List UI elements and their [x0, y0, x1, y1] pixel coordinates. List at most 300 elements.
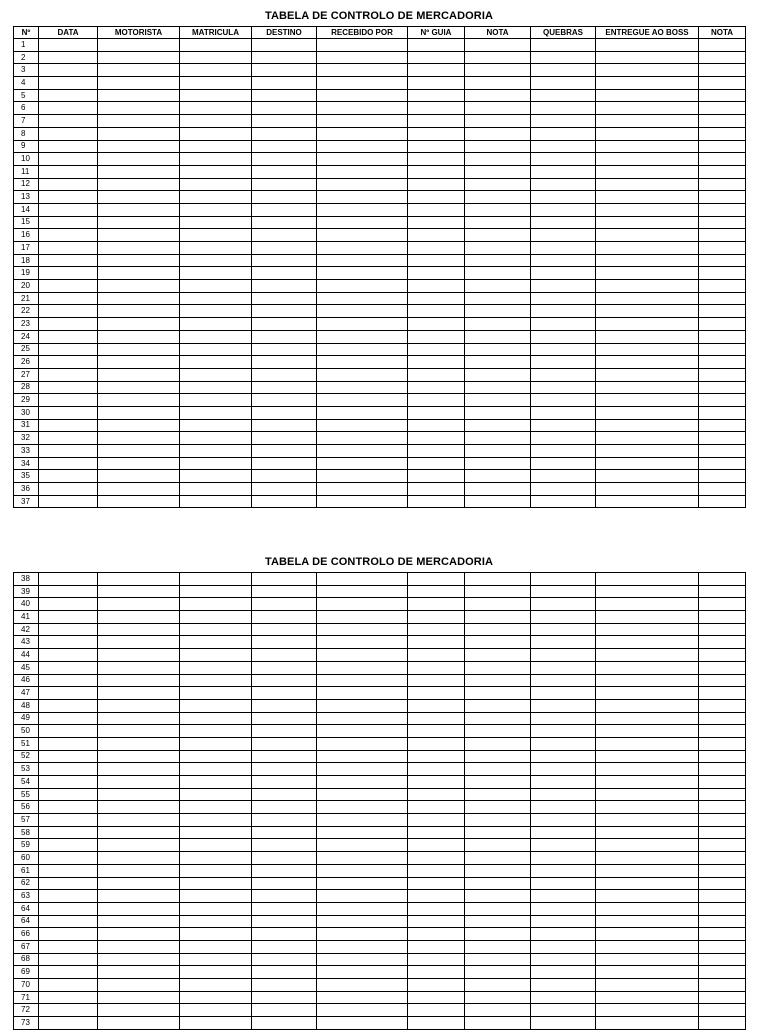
empty-entry-cell[interactable]	[39, 318, 98, 331]
empty-entry-cell[interactable]	[317, 915, 408, 928]
empty-entry-cell[interactable]	[180, 267, 252, 280]
empty-entry-cell[interactable]	[98, 292, 180, 305]
empty-entry-cell[interactable]	[408, 940, 465, 953]
empty-entry-cell[interactable]	[531, 928, 596, 941]
empty-entry-cell[interactable]	[596, 140, 699, 153]
empty-entry-cell[interactable]	[699, 470, 746, 483]
empty-entry-cell[interactable]	[39, 928, 98, 941]
empty-entry-cell[interactable]	[39, 712, 98, 725]
empty-entry-cell[interactable]	[596, 852, 699, 865]
empty-entry-cell[interactable]	[39, 991, 98, 1004]
empty-entry-cell[interactable]	[699, 814, 746, 827]
empty-entry-cell[interactable]	[596, 776, 699, 789]
empty-entry-cell[interactable]	[699, 406, 746, 419]
empty-entry-cell[interactable]	[39, 254, 98, 267]
empty-entry-cell[interactable]	[465, 495, 531, 508]
empty-entry-cell[interactable]	[596, 216, 699, 229]
empty-entry-cell[interactable]	[531, 343, 596, 356]
empty-entry-cell[interactable]	[317, 966, 408, 979]
empty-entry-cell[interactable]	[531, 940, 596, 953]
empty-entry-cell[interactable]	[596, 77, 699, 90]
empty-entry-cell[interactable]	[317, 381, 408, 394]
empty-entry-cell[interactable]	[596, 801, 699, 814]
empty-entry-cell[interactable]	[465, 953, 531, 966]
empty-entry-cell[interactable]	[699, 115, 746, 128]
empty-entry-cell[interactable]	[180, 890, 252, 903]
empty-entry-cell[interactable]	[252, 991, 317, 1004]
empty-entry-cell[interactable]	[699, 445, 746, 458]
empty-entry-cell[interactable]	[531, 406, 596, 419]
empty-entry-cell[interactable]	[465, 280, 531, 293]
empty-entry-cell[interactable]	[252, 394, 317, 407]
empty-entry-cell[interactable]	[596, 381, 699, 394]
empty-entry-cell[interactable]	[465, 699, 531, 712]
empty-entry-cell[interactable]	[531, 788, 596, 801]
empty-entry-cell[interactable]	[317, 457, 408, 470]
empty-entry-cell[interactable]	[531, 1004, 596, 1017]
empty-entry-cell[interactable]	[317, 178, 408, 191]
empty-entry-cell[interactable]	[98, 330, 180, 343]
empty-entry-cell[interactable]	[252, 305, 317, 318]
empty-entry-cell[interactable]	[39, 902, 98, 915]
empty-entry-cell[interactable]	[180, 483, 252, 496]
empty-entry-cell[interactable]	[531, 915, 596, 928]
empty-entry-cell[interactable]	[98, 356, 180, 369]
empty-entry-cell[interactable]	[465, 343, 531, 356]
empty-entry-cell[interactable]	[252, 280, 317, 293]
empty-entry-cell[interactable]	[39, 343, 98, 356]
empty-entry-cell[interactable]	[596, 864, 699, 877]
empty-entry-cell[interactable]	[465, 153, 531, 166]
empty-entry-cell[interactable]	[408, 102, 465, 115]
empty-entry-cell[interactable]	[39, 495, 98, 508]
empty-entry-cell[interactable]	[252, 165, 317, 178]
empty-entry-cell[interactable]	[531, 902, 596, 915]
empty-entry-cell[interactable]	[465, 318, 531, 331]
empty-entry-cell[interactable]	[180, 305, 252, 318]
empty-entry-cell[interactable]	[98, 165, 180, 178]
empty-entry-cell[interactable]	[252, 445, 317, 458]
empty-entry-cell[interactable]	[252, 573, 317, 586]
empty-entry-cell[interactable]	[98, 699, 180, 712]
empty-entry-cell[interactable]	[408, 267, 465, 280]
empty-entry-cell[interactable]	[98, 979, 180, 992]
empty-entry-cell[interactable]	[39, 585, 98, 598]
empty-entry-cell[interactable]	[465, 77, 531, 90]
empty-entry-cell[interactable]	[317, 483, 408, 496]
empty-entry-cell[interactable]	[596, 1004, 699, 1017]
empty-entry-cell[interactable]	[180, 826, 252, 839]
empty-entry-cell[interactable]	[317, 839, 408, 852]
empty-entry-cell[interactable]	[317, 356, 408, 369]
empty-entry-cell[interactable]	[408, 661, 465, 674]
empty-entry-cell[interactable]	[98, 953, 180, 966]
empty-entry-cell[interactable]	[317, 814, 408, 827]
empty-entry-cell[interactable]	[531, 419, 596, 432]
empty-entry-cell[interactable]	[317, 1017, 408, 1030]
empty-entry-cell[interactable]	[465, 940, 531, 953]
empty-entry-cell[interactable]	[98, 267, 180, 280]
empty-entry-cell[interactable]	[98, 381, 180, 394]
empty-entry-cell[interactable]	[465, 585, 531, 598]
empty-entry-cell[interactable]	[596, 267, 699, 280]
empty-entry-cell[interactable]	[180, 712, 252, 725]
empty-entry-cell[interactable]	[699, 432, 746, 445]
empty-entry-cell[interactable]	[98, 776, 180, 789]
empty-entry-cell[interactable]	[465, 254, 531, 267]
empty-entry-cell[interactable]	[180, 216, 252, 229]
empty-entry-cell[interactable]	[531, 368, 596, 381]
empty-entry-cell[interactable]	[408, 203, 465, 216]
empty-entry-cell[interactable]	[465, 966, 531, 979]
empty-entry-cell[interactable]	[408, 928, 465, 941]
empty-entry-cell[interactable]	[408, 483, 465, 496]
empty-entry-cell[interactable]	[98, 89, 180, 102]
empty-entry-cell[interactable]	[408, 153, 465, 166]
empty-entry-cell[interactable]	[408, 966, 465, 979]
empty-entry-cell[interactable]	[408, 64, 465, 77]
empty-entry-cell[interactable]	[699, 39, 746, 52]
empty-entry-cell[interactable]	[252, 649, 317, 662]
empty-entry-cell[interactable]	[252, 674, 317, 687]
empty-entry-cell[interactable]	[98, 674, 180, 687]
empty-entry-cell[interactable]	[408, 1017, 465, 1030]
empty-entry-cell[interactable]	[531, 127, 596, 140]
empty-entry-cell[interactable]	[465, 864, 531, 877]
empty-entry-cell[interactable]	[98, 915, 180, 928]
empty-entry-cell[interactable]	[408, 737, 465, 750]
empty-entry-cell[interactable]	[180, 254, 252, 267]
empty-entry-cell[interactable]	[317, 750, 408, 763]
empty-entry-cell[interactable]	[408, 801, 465, 814]
empty-entry-cell[interactable]	[699, 254, 746, 267]
empty-entry-cell[interactable]	[465, 674, 531, 687]
empty-entry-cell[interactable]	[465, 470, 531, 483]
empty-entry-cell[interactable]	[252, 89, 317, 102]
empty-entry-cell[interactable]	[252, 598, 317, 611]
empty-entry-cell[interactable]	[531, 725, 596, 738]
empty-entry-cell[interactable]	[699, 368, 746, 381]
empty-entry-cell[interactable]	[252, 292, 317, 305]
empty-entry-cell[interactable]	[180, 737, 252, 750]
empty-entry-cell[interactable]	[180, 928, 252, 941]
empty-entry-cell[interactable]	[699, 877, 746, 890]
empty-entry-cell[interactable]	[180, 356, 252, 369]
empty-entry-cell[interactable]	[317, 890, 408, 903]
empty-entry-cell[interactable]	[596, 788, 699, 801]
empty-entry-cell[interactable]	[465, 165, 531, 178]
empty-entry-cell[interactable]	[180, 776, 252, 789]
empty-entry-cell[interactable]	[408, 51, 465, 64]
empty-entry-cell[interactable]	[531, 864, 596, 877]
empty-entry-cell[interactable]	[408, 318, 465, 331]
empty-entry-cell[interactable]	[180, 763, 252, 776]
empty-entry-cell[interactable]	[596, 661, 699, 674]
empty-entry-cell[interactable]	[596, 406, 699, 419]
empty-entry-cell[interactable]	[252, 140, 317, 153]
empty-entry-cell[interactable]	[596, 966, 699, 979]
empty-entry-cell[interactable]	[252, 788, 317, 801]
empty-entry-cell[interactable]	[180, 674, 252, 687]
empty-entry-cell[interactable]	[699, 242, 746, 255]
empty-entry-cell[interactable]	[699, 725, 746, 738]
empty-entry-cell[interactable]	[699, 864, 746, 877]
empty-entry-cell[interactable]	[317, 649, 408, 662]
empty-entry-cell[interactable]	[699, 763, 746, 776]
empty-entry-cell[interactable]	[39, 432, 98, 445]
empty-entry-cell[interactable]	[98, 991, 180, 1004]
empty-entry-cell[interactable]	[317, 940, 408, 953]
empty-entry-cell[interactable]	[596, 573, 699, 586]
empty-entry-cell[interactable]	[252, 814, 317, 827]
empty-entry-cell[interactable]	[180, 852, 252, 865]
empty-entry-cell[interactable]	[408, 1004, 465, 1017]
empty-entry-cell[interactable]	[98, 864, 180, 877]
empty-entry-cell[interactable]	[699, 623, 746, 636]
empty-entry-cell[interactable]	[98, 598, 180, 611]
empty-entry-cell[interactable]	[180, 318, 252, 331]
empty-entry-cell[interactable]	[465, 611, 531, 624]
empty-entry-cell[interactable]	[465, 928, 531, 941]
empty-entry-cell[interactable]	[252, 585, 317, 598]
empty-entry-cell[interactable]	[39, 51, 98, 64]
empty-entry-cell[interactable]	[39, 242, 98, 255]
empty-entry-cell[interactable]	[39, 1017, 98, 1030]
empty-entry-cell[interactable]	[408, 127, 465, 140]
empty-entry-cell[interactable]	[252, 330, 317, 343]
empty-entry-cell[interactable]	[98, 966, 180, 979]
empty-entry-cell[interactable]	[408, 750, 465, 763]
empty-entry-cell[interactable]	[408, 674, 465, 687]
empty-entry-cell[interactable]	[465, 483, 531, 496]
empty-entry-cell[interactable]	[596, 280, 699, 293]
empty-entry-cell[interactable]	[252, 687, 317, 700]
empty-entry-cell[interactable]	[252, 725, 317, 738]
empty-entry-cell[interactable]	[531, 280, 596, 293]
empty-entry-cell[interactable]	[98, 611, 180, 624]
empty-entry-cell[interactable]	[98, 280, 180, 293]
empty-entry-cell[interactable]	[98, 178, 180, 191]
empty-entry-cell[interactable]	[39, 381, 98, 394]
empty-entry-cell[interactable]	[180, 292, 252, 305]
empty-entry-cell[interactable]	[408, 902, 465, 915]
empty-entry-cell[interactable]	[180, 165, 252, 178]
empty-entry-cell[interactable]	[465, 292, 531, 305]
empty-entry-cell[interactable]	[596, 292, 699, 305]
empty-entry-cell[interactable]	[39, 737, 98, 750]
empty-entry-cell[interactable]	[408, 852, 465, 865]
empty-entry-cell[interactable]	[408, 432, 465, 445]
empty-entry-cell[interactable]	[465, 737, 531, 750]
empty-entry-cell[interactable]	[98, 712, 180, 725]
empty-entry-cell[interactable]	[317, 991, 408, 1004]
empty-entry-cell[interactable]	[531, 39, 596, 52]
empty-entry-cell[interactable]	[317, 928, 408, 941]
empty-entry-cell[interactable]	[596, 623, 699, 636]
empty-entry-cell[interactable]	[98, 102, 180, 115]
empty-entry-cell[interactable]	[699, 330, 746, 343]
empty-entry-cell[interactable]	[180, 203, 252, 216]
empty-entry-cell[interactable]	[39, 216, 98, 229]
empty-entry-cell[interactable]	[465, 203, 531, 216]
empty-entry-cell[interactable]	[531, 140, 596, 153]
empty-entry-cell[interactable]	[39, 394, 98, 407]
empty-entry-cell[interactable]	[317, 51, 408, 64]
empty-entry-cell[interactable]	[317, 368, 408, 381]
empty-entry-cell[interactable]	[531, 814, 596, 827]
empty-entry-cell[interactable]	[39, 203, 98, 216]
empty-entry-cell[interactable]	[317, 585, 408, 598]
empty-entry-cell[interactable]	[180, 636, 252, 649]
empty-entry-cell[interactable]	[180, 406, 252, 419]
empty-entry-cell[interactable]	[465, 776, 531, 789]
empty-entry-cell[interactable]	[317, 229, 408, 242]
empty-entry-cell[interactable]	[317, 864, 408, 877]
empty-entry-cell[interactable]	[39, 776, 98, 789]
empty-entry-cell[interactable]	[531, 470, 596, 483]
empty-entry-cell[interactable]	[465, 394, 531, 407]
empty-entry-cell[interactable]	[596, 1017, 699, 1030]
empty-entry-cell[interactable]	[180, 953, 252, 966]
empty-entry-cell[interactable]	[98, 153, 180, 166]
empty-entry-cell[interactable]	[699, 203, 746, 216]
empty-entry-cell[interactable]	[252, 191, 317, 204]
empty-entry-cell[interactable]	[531, 890, 596, 903]
empty-entry-cell[interactable]	[98, 940, 180, 953]
empty-entry-cell[interactable]	[699, 902, 746, 915]
empty-entry-cell[interactable]	[699, 216, 746, 229]
empty-entry-cell[interactable]	[252, 864, 317, 877]
empty-entry-cell[interactable]	[465, 242, 531, 255]
empty-entry-cell[interactable]	[699, 940, 746, 953]
empty-entry-cell[interactable]	[699, 636, 746, 649]
empty-entry-cell[interactable]	[596, 750, 699, 763]
empty-entry-cell[interactable]	[180, 573, 252, 586]
empty-entry-cell[interactable]	[252, 127, 317, 140]
empty-entry-cell[interactable]	[531, 394, 596, 407]
empty-entry-cell[interactable]	[39, 649, 98, 662]
empty-entry-cell[interactable]	[252, 216, 317, 229]
empty-entry-cell[interactable]	[98, 687, 180, 700]
empty-entry-cell[interactable]	[39, 864, 98, 877]
empty-entry-cell[interactable]	[98, 636, 180, 649]
empty-entry-cell[interactable]	[317, 203, 408, 216]
empty-entry-cell[interactable]	[699, 153, 746, 166]
empty-entry-cell[interactable]	[465, 750, 531, 763]
empty-entry-cell[interactable]	[317, 216, 408, 229]
empty-entry-cell[interactable]	[531, 178, 596, 191]
empty-entry-cell[interactable]	[317, 877, 408, 890]
empty-entry-cell[interactable]	[180, 699, 252, 712]
empty-entry-cell[interactable]	[317, 419, 408, 432]
empty-entry-cell[interactable]	[408, 343, 465, 356]
empty-entry-cell[interactable]	[98, 902, 180, 915]
empty-entry-cell[interactable]	[531, 292, 596, 305]
empty-entry-cell[interactable]	[98, 140, 180, 153]
empty-entry-cell[interactable]	[98, 928, 180, 941]
empty-entry-cell[interactable]	[531, 801, 596, 814]
empty-entry-cell[interactable]	[252, 406, 317, 419]
empty-entry-cell[interactable]	[699, 928, 746, 941]
empty-entry-cell[interactable]	[180, 725, 252, 738]
empty-entry-cell[interactable]	[98, 495, 180, 508]
empty-entry-cell[interactable]	[39, 979, 98, 992]
empty-entry-cell[interactable]	[699, 102, 746, 115]
empty-entry-cell[interactable]	[408, 254, 465, 267]
empty-entry-cell[interactable]	[180, 242, 252, 255]
empty-entry-cell[interactable]	[252, 381, 317, 394]
empty-entry-cell[interactable]	[317, 801, 408, 814]
empty-entry-cell[interactable]	[408, 573, 465, 586]
empty-entry-cell[interactable]	[596, 254, 699, 267]
empty-entry-cell[interactable]	[180, 178, 252, 191]
empty-entry-cell[interactable]	[531, 636, 596, 649]
empty-entry-cell[interactable]	[252, 470, 317, 483]
empty-entry-cell[interactable]	[699, 267, 746, 280]
empty-entry-cell[interactable]	[252, 661, 317, 674]
empty-entry-cell[interactable]	[98, 763, 180, 776]
empty-entry-cell[interactable]	[252, 636, 317, 649]
empty-entry-cell[interactable]	[317, 737, 408, 750]
empty-entry-cell[interactable]	[317, 292, 408, 305]
empty-entry-cell[interactable]	[39, 356, 98, 369]
empty-entry-cell[interactable]	[180, 343, 252, 356]
empty-entry-cell[interactable]	[531, 330, 596, 343]
empty-entry-cell[interactable]	[98, 814, 180, 827]
empty-entry-cell[interactable]	[699, 1004, 746, 1017]
empty-entry-cell[interactable]	[317, 902, 408, 915]
empty-entry-cell[interactable]	[317, 102, 408, 115]
empty-entry-cell[interactable]	[39, 267, 98, 280]
empty-entry-cell[interactable]	[531, 661, 596, 674]
empty-entry-cell[interactable]	[531, 750, 596, 763]
empty-entry-cell[interactable]	[39, 153, 98, 166]
empty-entry-cell[interactable]	[317, 394, 408, 407]
empty-entry-cell[interactable]	[317, 573, 408, 586]
empty-entry-cell[interactable]	[465, 687, 531, 700]
empty-entry-cell[interactable]	[98, 649, 180, 662]
empty-entry-cell[interactable]	[408, 165, 465, 178]
empty-entry-cell[interactable]	[252, 1004, 317, 1017]
empty-entry-cell[interactable]	[98, 852, 180, 865]
empty-entry-cell[interactable]	[531, 826, 596, 839]
empty-entry-cell[interactable]	[317, 64, 408, 77]
empty-entry-cell[interactable]	[317, 305, 408, 318]
empty-entry-cell[interactable]	[408, 598, 465, 611]
empty-entry-cell[interactable]	[531, 203, 596, 216]
empty-entry-cell[interactable]	[465, 140, 531, 153]
empty-entry-cell[interactable]	[98, 127, 180, 140]
empty-entry-cell[interactable]	[465, 191, 531, 204]
empty-entry-cell[interactable]	[465, 852, 531, 865]
empty-entry-cell[interactable]	[252, 178, 317, 191]
empty-entry-cell[interactable]	[596, 953, 699, 966]
empty-entry-cell[interactable]	[39, 877, 98, 890]
empty-entry-cell[interactable]	[252, 432, 317, 445]
empty-entry-cell[interactable]	[531, 991, 596, 1004]
empty-entry-cell[interactable]	[39, 483, 98, 496]
empty-entry-cell[interactable]	[699, 649, 746, 662]
empty-entry-cell[interactable]	[408, 89, 465, 102]
empty-entry-cell[interactable]	[531, 649, 596, 662]
empty-entry-cell[interactable]	[596, 419, 699, 432]
empty-entry-cell[interactable]	[699, 280, 746, 293]
empty-entry-cell[interactable]	[596, 203, 699, 216]
empty-entry-cell[interactable]	[98, 1017, 180, 1030]
empty-entry-cell[interactable]	[317, 115, 408, 128]
empty-entry-cell[interactable]	[98, 203, 180, 216]
empty-entry-cell[interactable]	[317, 611, 408, 624]
